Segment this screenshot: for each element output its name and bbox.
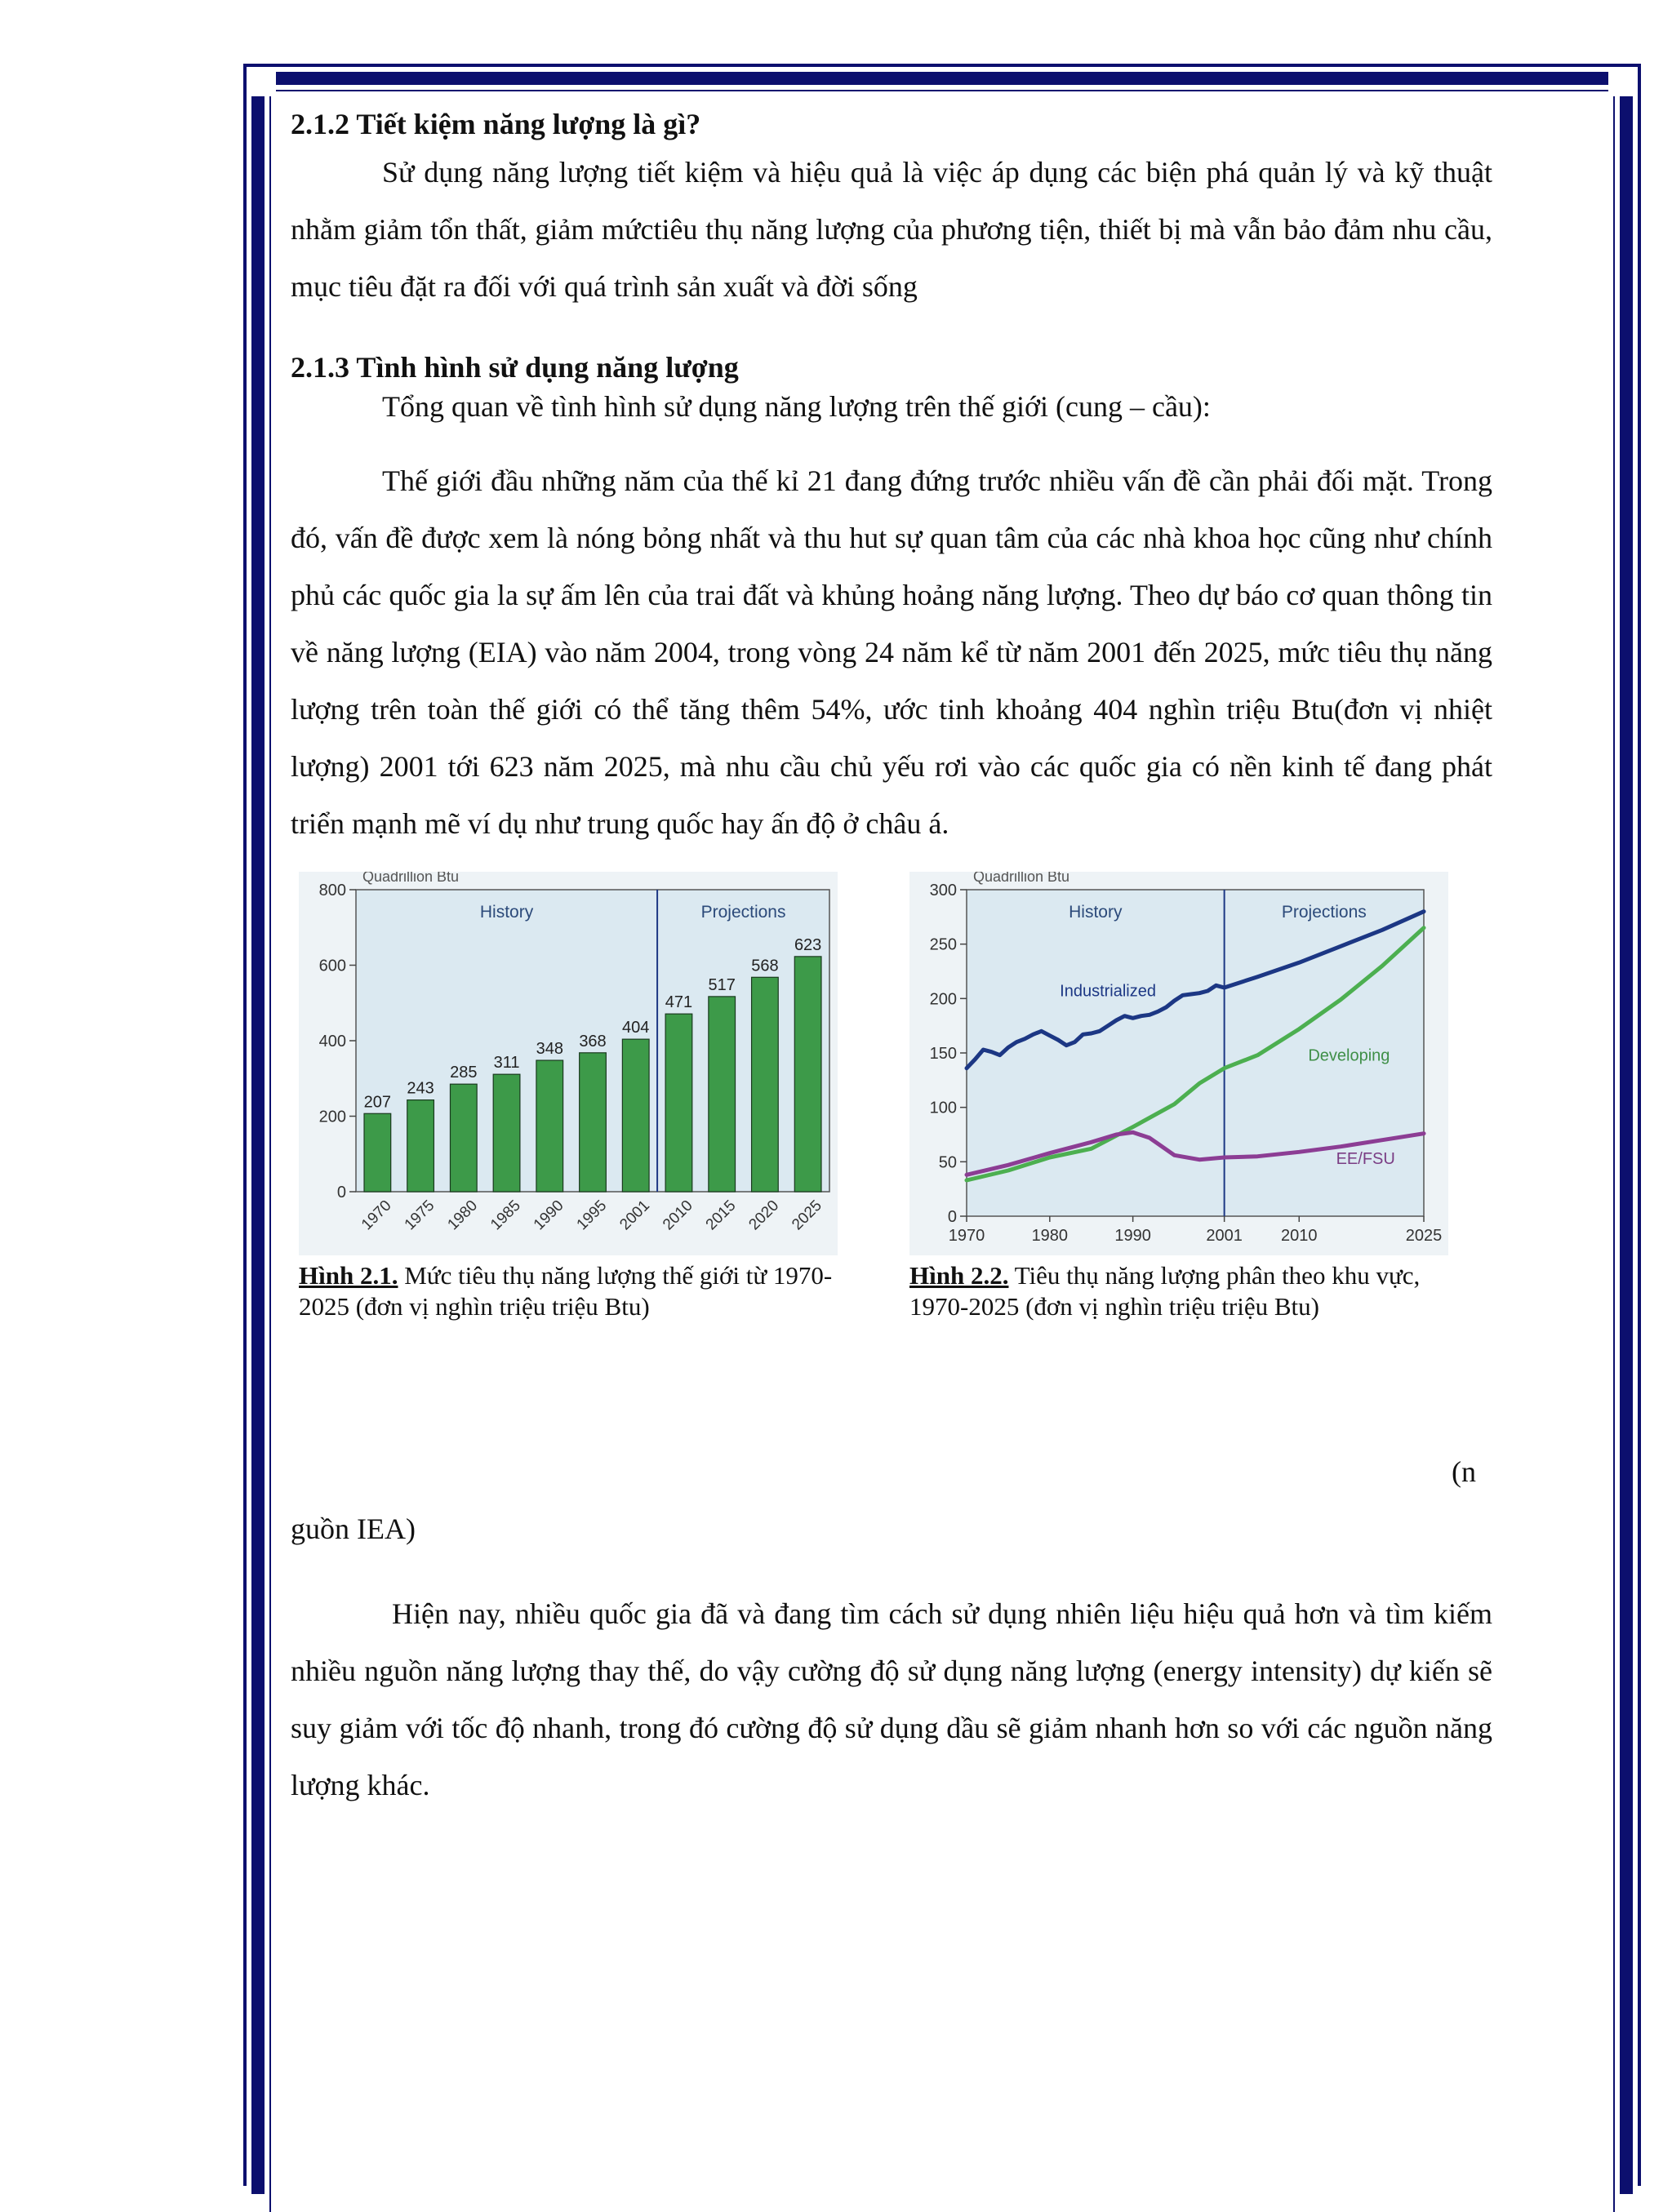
bar-value-label: 311	[493, 1054, 520, 1073]
y-tick-label: 50	[938, 1153, 957, 1172]
bar	[622, 1039, 649, 1192]
figure-2-2-text: Tiêu thụ năng lượng phân theo khu vực, 1970-2025 (đơn vị nghìn triệu triệu Btu)	[909, 1261, 1421, 1321]
section-heading-2-1-3: 2.1.3 Tình hình sử dụng năng lượng	[291, 351, 739, 384]
source-note-right: (n	[1452, 1455, 1476, 1488]
bar-value-label: 207	[363, 1093, 392, 1112]
bar-value-label: 348	[536, 1040, 563, 1059]
y-tick-label: 400	[318, 1033, 346, 1050]
y-tick-label: 100	[929, 1099, 957, 1117]
y-tick-label: 800	[318, 882, 346, 899]
x-tick-label: 1995	[573, 1197, 611, 1234]
chart-world-consumption	[299, 872, 838, 1255]
bar-value-label: 368	[579, 1032, 607, 1050]
section-heading-2-1-2: 2.1.2 Tiết kiệm năng lượng là gì?	[291, 108, 701, 140]
x-tick-label: 2025	[789, 1197, 825, 1234]
bar	[536, 1060, 563, 1192]
bar-value-label: 471	[665, 993, 693, 1012]
border-corner-top-right	[1608, 64, 1641, 96]
bar-value-label: 243	[407, 1079, 434, 1098]
region-label-projections: Projections	[1281, 903, 1367, 922]
bar	[407, 1100, 434, 1192]
section-paragraph-2-1-2: Sử dụng năng lượng tiết kiệm và hiệu quả là việc áp dụng các biện phá quản lý và kỹ thuật nhằm giảm tổn thất, giảm mứctiêu thụ năng lượng của phương tiện, thiết bị mà vẫn bảo đảm nhu cầu, mục tiêu đặt ra đối với quá trình sản xuất và đời sống	[291, 156, 1492, 303]
figure-2-2-caption	[909, 1260, 1465, 1322]
region-label-history: History	[479, 903, 534, 922]
y-tick-label: 200	[929, 990, 957, 1009]
bar-value-label: 623	[794, 935, 822, 954]
bar	[493, 1074, 520, 1192]
series-label: EE/FSU	[1336, 1150, 1395, 1168]
bar-value-label: 517	[708, 975, 736, 994]
y-tick-label: 200	[318, 1108, 346, 1126]
x-tick-label: 1970	[948, 1227, 985, 1245]
x-tick-label: 2025	[1405, 1227, 1443, 1245]
y-axis-label: Quadrillion Btu	[973, 872, 1070, 885]
figure-2-1-caption	[299, 1260, 854, 1322]
bar-value-label: 285	[450, 1064, 478, 1082]
x-tick-label: 2001	[1206, 1227, 1243, 1245]
source-note-left: guồn IEA)	[291, 1512, 416, 1545]
x-tick-label: 1990	[530, 1197, 567, 1234]
figure-2-2-label: Hình 2.2.	[909, 1261, 1009, 1290]
y-tick-label: 0	[947, 1208, 957, 1226]
bar	[450, 1084, 477, 1192]
x-tick-label: 2010	[660, 1197, 696, 1234]
x-tick-label: 1980	[444, 1197, 482, 1234]
x-tick-label: 1980	[1031, 1227, 1069, 1245]
border-corner-top-left	[243, 64, 276, 96]
figure-2-2	[909, 872, 1465, 1322]
closing-paragraph: Hiện nay, nhiều quốc gia đã và đang tìm cách sử dụng nhiên liệu hiệu quả hơn và tìm kiếm nhiều nguồn năng lượng thay thế, do vậy cường độ sử dụng năng lượng (energy intensity) dự kiến sẽ suy giảm với tốc độ nhanh, trong đó cường độ sử dụng dầu sẽ giảm nhanh hơn so với các nguồn năng lượng khác.	[291, 1597, 1492, 1801]
bar-value-label: 568	[751, 957, 779, 975]
y-axis-label: Quadrillion Btu	[362, 872, 460, 885]
section-intro-2-1-3: Tổng quan về tình hình sử dụng năng lượng trên thế giới (cung – cầu):	[382, 390, 1211, 423]
x-tick-label: 1990	[1114, 1227, 1151, 1245]
region-label-projections: Projections	[700, 903, 786, 922]
bar	[709, 997, 736, 1192]
y-tick-label: 0	[336, 1184, 346, 1201]
x-tick-label: 1985	[487, 1197, 524, 1234]
figure-2-1-label: Hình 2.1.	[299, 1261, 398, 1290]
series-label: Industrialized	[1060, 982, 1157, 1001]
y-tick-label: 300	[929, 882, 957, 899]
bar-value-label: 404	[622, 1019, 650, 1037]
bar	[794, 957, 821, 1192]
x-tick-label: 2015	[702, 1197, 740, 1234]
section-paragraph-2-1-3: Thế giới đầu những năm của thế kỉ 21 đang đứng trước nhiều vấn đề cần phải đối mặt. Trong đó, vấn đề được xem là nóng bỏng nhất và thu hut sự quan tâm của các nhà khoa học cũng như chính phủ các quốc gia la sự ấm lên của trai đất và khủng hoảng năng lượng. Theo dự báo cơ quan thông tin về năng lượng (EIA) vào năm 2004, trong vòng 24 năm kể từ năm 2001 đến 2025, mức tiêu thụ năng lượng trên toàn thế giới có thể tăng thêm 54%, ước tinh khoảng 404 nghìn triệu Btu(đơn vị nhiệt lượng) 2001 tới 623 năm 2025, mà nhu cầu chủ yếu rơi vào các quốc gia có nền kinh tế đang phát triển mạnh mẽ ví dụ như trung quốc hay ấn độ ở châu á.	[291, 464, 1492, 840]
x-tick-label: 1970	[358, 1197, 395, 1234]
x-tick-label: 1975	[401, 1197, 438, 1234]
bar	[580, 1053, 607, 1192]
document-body	[291, 104, 1492, 1814]
figures-row	[291, 872, 1492, 1353]
bar	[665, 1014, 692, 1192]
y-tick-label: 250	[929, 935, 957, 954]
region-label-history: History	[1069, 903, 1123, 922]
bar	[752, 977, 779, 1192]
figure-2-1	[299, 872, 854, 1322]
x-tick-label: 2010	[1281, 1227, 1318, 1245]
chart-regional-consumption	[909, 872, 1448, 1255]
x-tick-label: 2020	[745, 1197, 783, 1234]
bar	[364, 1113, 391, 1192]
series-label: Developing	[1308, 1046, 1390, 1065]
y-tick-label: 600	[318, 957, 346, 975]
y-tick-label: 150	[929, 1045, 957, 1063]
figure-2-1-text: Mức tiêu thụ năng lượng thế giới từ 1970-2025 (đơn vị nghìn triệu triệu Btu)	[299, 1261, 833, 1321]
x-tick-label: 2001	[616, 1197, 654, 1234]
